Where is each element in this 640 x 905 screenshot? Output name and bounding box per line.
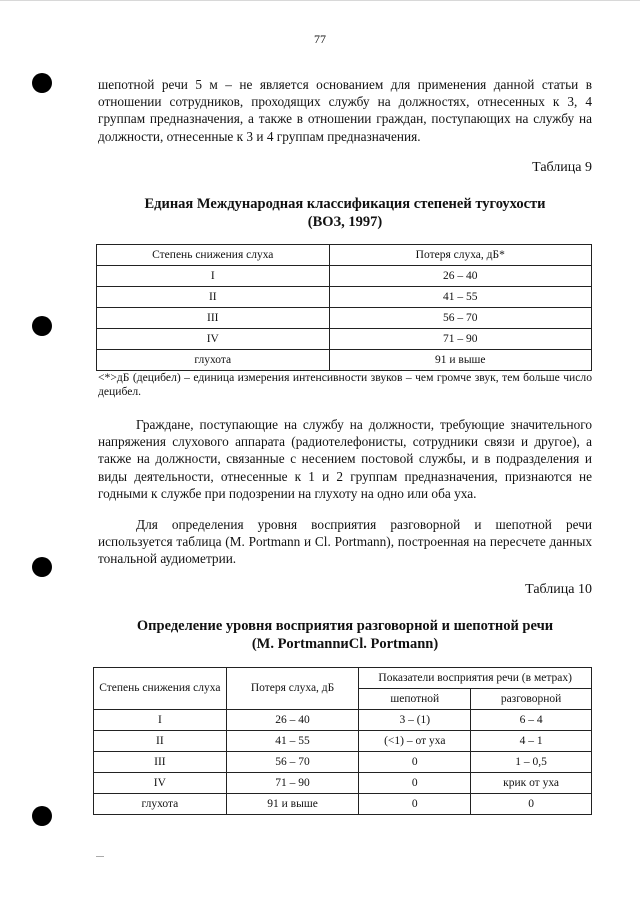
table9-cell: 26 – 40 <box>329 266 591 287</box>
table-row <box>97 350 592 371</box>
table10-header-whisper: шепотной <box>359 689 471 710</box>
table-row <box>97 308 592 329</box>
table9-title-line1: Единая Международная классификация степеней тугоухости <box>144 196 546 212</box>
table10-cell: 56 – 70 <box>226 752 359 773</box>
table10 <box>93 667 592 815</box>
table-row <box>97 329 592 350</box>
table9-header-loss: Потеря слуха, дБ* <box>329 245 591 266</box>
table10-cell: 0 <box>359 773 471 794</box>
table9-cell: глухота <box>97 350 330 371</box>
scan-top-edge <box>0 0 640 1</box>
table10-cell: IV <box>94 773 227 794</box>
table10-cell: 71 – 90 <box>226 773 359 794</box>
paragraph-middle-1: Граждане, поступающие на службу на должности, требующие значительного напряжения слухового аппарата (радиотелефонисты, сотрудники связи и другое), а также на должности, связанные с несением постовой службы, и в подразделения и виды деятельности, отнесенные к 1 и 2 группам предназначения, признаются не годными к службе при подозрении на глухоту на одно или оба уха. <box>98 417 592 501</box>
table9-cell: 71 – 90 <box>329 329 591 350</box>
table9 <box>96 244 592 371</box>
table10-cell: 0 <box>359 794 471 815</box>
table10-cell: 91 и выше <box>226 794 359 815</box>
paragraph-top: шепотной речи 5 м – не является основанием для применения данной статьи в отношении сотрудников, проходящих службу на должностях, отнесенных к 3, 4 группам предназначения, а также в отношении граждан, поступающих на службу на должности, отнесенные к 3 и 4 группам предназначения. <box>98 77 592 144</box>
table10-cell: глухота <box>94 794 227 815</box>
table-row <box>94 710 592 731</box>
table10-cell: 41 – 55 <box>226 731 359 752</box>
table10-cell: 0 <box>471 794 592 815</box>
table10-header-loss: Потеря слуха, дБ <box>226 668 359 710</box>
table9-cell: III <box>97 308 330 329</box>
table10-cell: 6 – 4 <box>471 710 592 731</box>
table-row <box>94 731 592 752</box>
table10-cell: 3 – (1) <box>359 710 471 731</box>
page-number: 77 <box>314 32 326 46</box>
binder-hole <box>32 557 52 577</box>
table10-header-group: Показатели восприятия речи (в метрах) <box>359 668 592 689</box>
binder-hole <box>32 806 52 826</box>
table9-title-line2: (ВОЗ, 1997) <box>307 214 383 230</box>
table9-footnote: <*>дБ (децибел) – единица измерения интенсивности звуков – чем громче звук, тем больше число децибел. <box>98 371 592 398</box>
paragraph-middle-2: Для определения уровня восприятия разговорной и шепотной речи используется таблица (M. Portmann и Cl. Portmann), построенная на пересчете данных тональной аудиометрии. <box>98 517 592 567</box>
table10-header-degree: Степень снижения слуха <box>94 668 227 710</box>
table9-header-row <box>97 245 592 266</box>
table10-cell: 4 – 1 <box>471 731 592 752</box>
table10-cell: крик от уха <box>471 773 592 794</box>
table10-caption: Таблица 10 <box>525 582 592 597</box>
scan-mark <box>96 856 104 857</box>
table9-cell: 41 – 55 <box>329 287 591 308</box>
table10-cell: 26 – 40 <box>226 710 359 731</box>
table10-title-line1: Определение уровня восприятия разговорной и шепотной речи <box>136 618 554 634</box>
table9-cell: I <box>97 266 330 287</box>
table9-caption: Таблица 9 <box>532 160 592 175</box>
table10-header-speech: разговорной <box>471 689 592 710</box>
table-row <box>97 287 592 308</box>
table10-cell: (<1) – от уха <box>359 731 471 752</box>
table10-cell: 1 – 0,5 <box>471 752 592 773</box>
table10-title <box>98 617 592 653</box>
table9-header-degree: Степень снижения слуха <box>97 245 330 266</box>
table-row <box>97 266 592 287</box>
table9-cell: 56 – 70 <box>329 308 591 329</box>
binder-hole <box>32 316 52 336</box>
table10-header-row <box>94 668 592 689</box>
table10-cell: 0 <box>359 752 471 773</box>
table10-cell: I <box>94 710 227 731</box>
table9-cell: IV <box>97 329 330 350</box>
table10-title-line2: (M. PortmannиCl. Portmann) <box>251 636 439 652</box>
table10-cell: III <box>94 752 227 773</box>
table-row <box>94 773 592 794</box>
table9-cell: 91 и выше <box>329 350 591 371</box>
table9-cell: II <box>97 287 330 308</box>
binder-hole <box>32 73 52 93</box>
table10-cell: II <box>94 731 227 752</box>
table-row <box>94 794 592 815</box>
table9-title <box>98 195 592 231</box>
table-row <box>94 752 592 773</box>
